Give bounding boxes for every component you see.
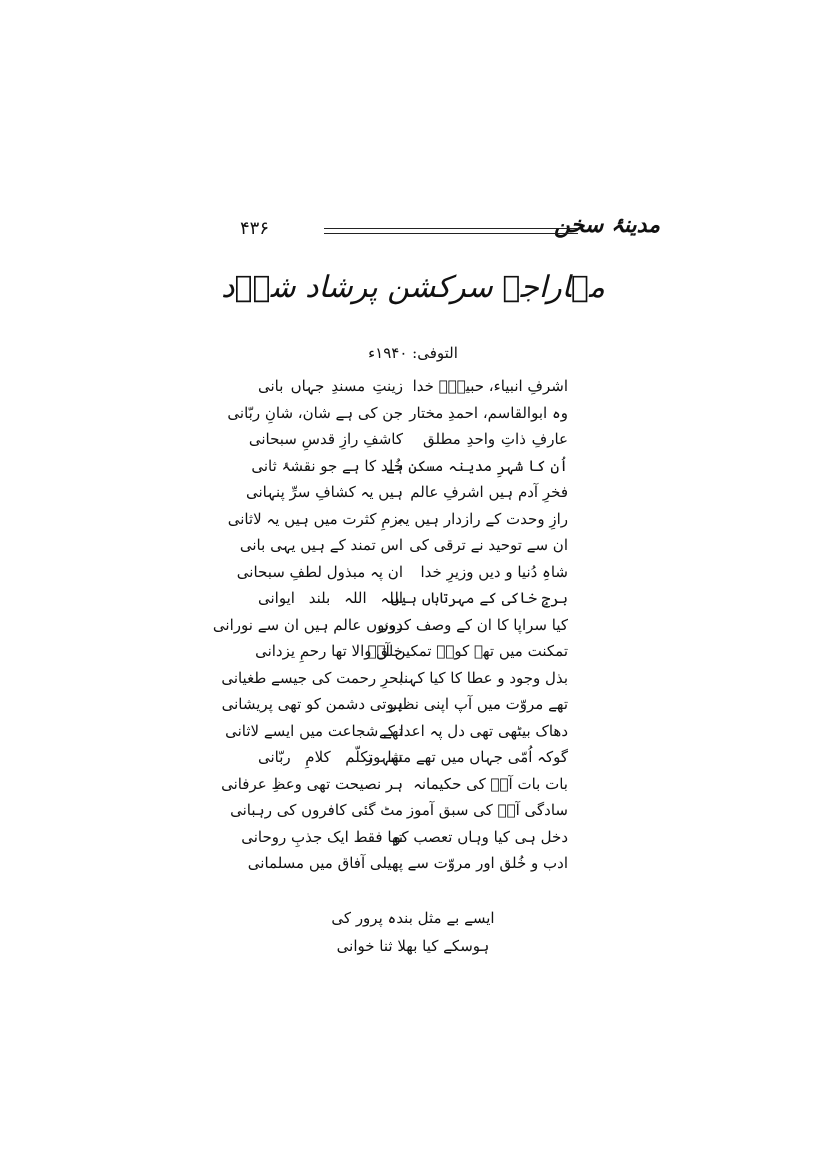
couplet xyxy=(246,480,568,507)
closing-line-1: ایسے بے مثل بندہ پرور کی xyxy=(331,909,495,927)
couplet-second-line: زینتِ مسندِ جہاں بانی xyxy=(258,377,403,395)
couplet-second-line: خُلد کا ہے جو نقشۂ ثانی xyxy=(251,456,403,475)
header-rule-bottom xyxy=(324,233,578,234)
couplet-second-line: تھے شجاعت میں ایسے لاثانی xyxy=(225,721,403,740)
couplet-first-line: فخرِ آدم ہیں اشرفِ عالم xyxy=(410,483,568,501)
couplet xyxy=(255,639,568,666)
couplet xyxy=(248,427,568,454)
couplet-first-line: عارفِ ذاتِ واحدِ مطلق xyxy=(423,430,568,448)
couplet-first-line: رازِ وحدت کے رازدار ہیں یہ xyxy=(396,509,568,528)
couplet xyxy=(247,851,568,878)
couplet xyxy=(239,533,568,560)
couplet xyxy=(221,666,568,693)
couplet xyxy=(236,560,568,587)
couplet-second-line: بحرِ رحمت کی جیسے طغیانی xyxy=(221,668,403,687)
couplet-second-line: بزمِ کثرت میں ہیں یہ لاثانی xyxy=(227,509,403,528)
couplet-first-line: تمکنت میں تھے کوہِ تمکیں آپؐ xyxy=(367,642,568,660)
couplet-second-line: مٹ گئی کافروں کی رہبانی xyxy=(230,801,403,819)
death-year: التوفی: ۱۹۴۰ء xyxy=(368,344,458,362)
couplet xyxy=(241,825,568,852)
couplet-second-line: کاشفِ رازِ قدسِ سبحانی xyxy=(248,430,403,448)
couplet xyxy=(227,401,568,428)
couplet-first-line: شاہِ دُنیا و دیں وزیرِ خدا xyxy=(420,562,568,581)
couplet-list xyxy=(212,374,568,878)
couplet-second-line: تھا فقط ایک جذبِ روحانی xyxy=(241,827,403,846)
couplet-second-line: خلق والا تھا رحمِ یزدانی xyxy=(255,642,403,660)
couplet xyxy=(225,719,568,746)
couplet-second-line: ہر نصیحت تھی وعظِ عرفانی xyxy=(221,774,403,793)
couplet-second-line: ان پہ مبذول لطفِ سبحانی xyxy=(236,562,403,581)
couplet-first-line: ان سے توحید نے ترقی کی xyxy=(409,536,568,554)
couplet xyxy=(221,772,568,799)
poet-title: مہاراجہ سرکشن پرشاد شاؔد xyxy=(221,270,605,305)
couplet-first-line: اُن کا شہرِ مدینہ مسکن ہے xyxy=(385,456,568,475)
couplet-second-line: اس تمند کے ہیں یہی بانی xyxy=(239,536,403,554)
couplet-second-line: تھا تکلّم کلامِ ربّانی xyxy=(258,748,403,766)
couplet-first-line: دخل ہی کیا وہاں تعصب کو xyxy=(393,827,568,846)
couplet xyxy=(251,454,568,481)
couplet-second-line: جن کی ہے شان، شانِ ربّانی xyxy=(227,403,403,422)
couplet-second-line: پھیلی آفاق میں مسلمانی xyxy=(247,854,403,872)
couplet xyxy=(230,798,568,825)
couplet-first-line: تھے مروّت میں آپ اپنی نظیر xyxy=(389,695,568,713)
couplet-first-line: برجِ خاکی کے مہرتاباں ہیں xyxy=(390,589,568,607)
couplet-second-line: اللہ اللہ بلند ایوانی xyxy=(258,589,403,607)
couplet-first-line: بات بات آپؐ کی حکیمانہ xyxy=(413,774,568,793)
couplet-first-line: سادگی آپؐ کی سبق آموز xyxy=(406,801,568,819)
couplet-first-line: کیا سراپا کا ان کے وصف کروں xyxy=(377,615,568,634)
couplet-second-line: دونوں عالم ہیں ان سے نورانی xyxy=(212,615,403,634)
header-rule-top xyxy=(324,228,578,229)
couplet xyxy=(258,745,568,772)
page-number: ۴۳۶ xyxy=(240,218,270,239)
couplet-second-line: ہیں یہ کشافِ سرِّ پنہانی xyxy=(246,483,403,501)
couplet-first-line: وہ ابوالقاسم، احمدِ مختار xyxy=(409,403,568,422)
closing-couplet xyxy=(300,904,526,960)
closing-line-2: ہوسکے کیا بھلا ثنا خوانی xyxy=(336,937,490,955)
couplet xyxy=(258,586,568,613)
couplet xyxy=(227,507,568,534)
couplet-first-line: ادب و خُلق اور مروّت سے xyxy=(407,854,568,872)
running-head: مدینۂ سخن xyxy=(553,212,660,238)
couplet-second-line: ہوتی دشمن کو تھی پریشانی xyxy=(221,695,403,713)
couplet-first-line: گوکہ اُمّی جہاں میں تھے مشہور xyxy=(365,748,568,766)
couplet xyxy=(221,692,568,719)
couplet-first-line: اشرفِ انبیاء، حبیبِؐ خدا xyxy=(412,377,568,395)
couplet-first-line: دھاک بیٹھی تھی دل پہ اعدا کے xyxy=(378,721,568,740)
couplet xyxy=(258,374,568,401)
couplet xyxy=(212,613,568,640)
couplet-first-line: بذل وجود و عطا کا کیا کہنا xyxy=(399,668,568,687)
page-header xyxy=(240,212,660,248)
